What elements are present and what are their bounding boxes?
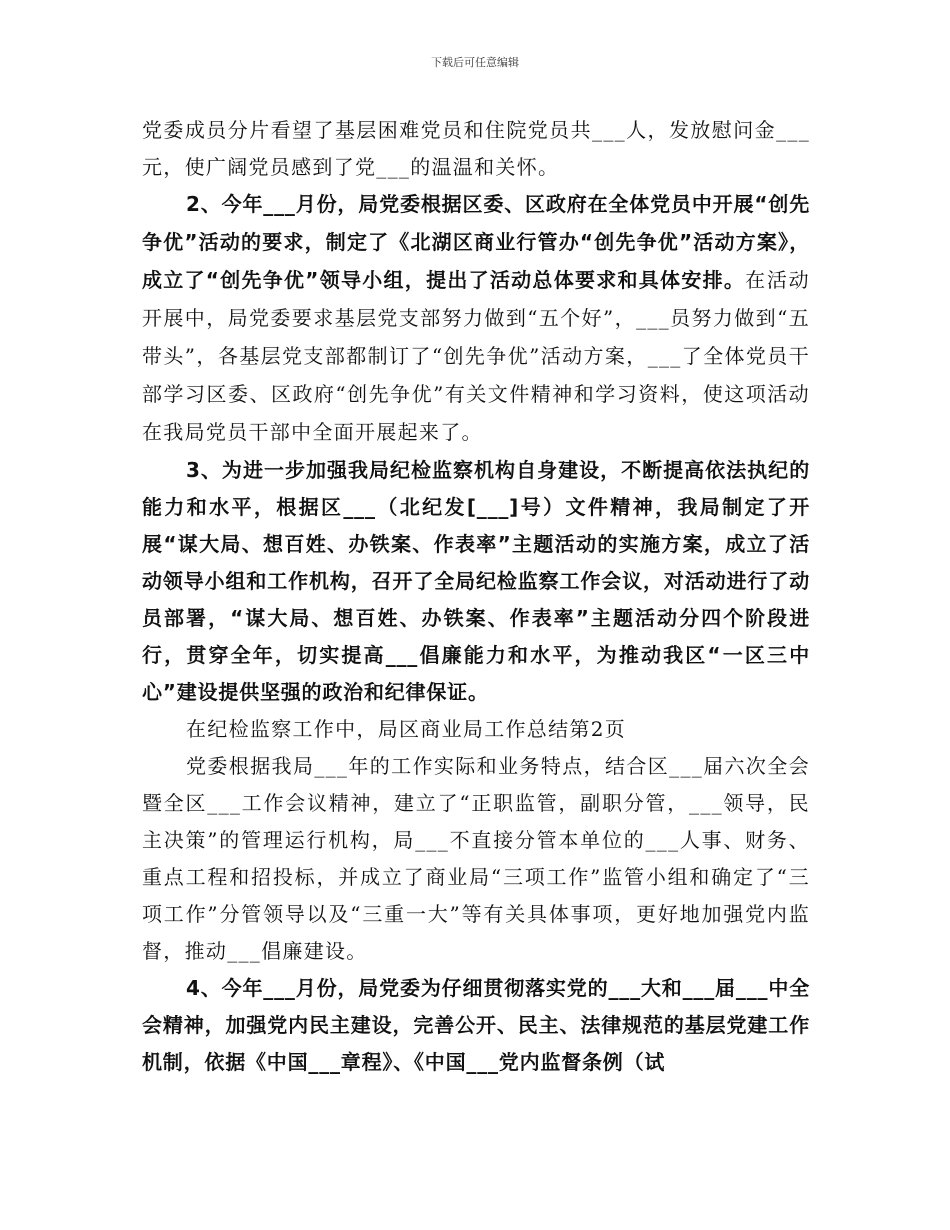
paragraph-text: 3、为进一步加强我局纪检监察机构自身建设，不断提高依法执纪的能力和水平，根据区___（北纪发[___]号）文件精神，我局制定了开展“谋大局、想百姓、办铁案、作表率”主题活动的实施方案，成立了活动领导小组和工作机构，召开了全局纪检监察工作会议，对活动进行了动员部署，“谋大局、想百姓、办铁案、作表率”主题活动分四个阶段进行，贯穿全年，切实提高___倡廉能力和水平，为推动我区“一区三中心”建设提供坚强的政治和纪律保证。 bbox=[142, 458, 810, 704]
paragraph-text: 在纪检监察工作中，局区商业局工作总结第2页 bbox=[186, 717, 627, 741]
paragraph-text: 党委成员分片看望了基层困难党员和住院党员共___人，发放慰问金___元，使广阔党员感到了党___的温温和关怀。 bbox=[142, 118, 810, 179]
paragraph-lead-bold: 2、今年___月份，局党委根据区委、区政府在全体党员中开展“创先争优”活动的要求，制定了《北湖区商业行管办“创先争优”活动方案》，成立了“创先争优”领导小组，提出了活动总体要求和具体安排。 bbox=[142, 192, 810, 292]
paragraph-6 bbox=[142, 970, 810, 1081]
paragraph-text: 4、今年___月份，局党委为仔细贯彻落实党的___大和___届___中全会精神，加强党内民主建设，完善公开、民主、法律规范的基层党建工作机制，依据《中国___章程》、《中国___党内监督条例（试 bbox=[142, 976, 810, 1074]
paragraph-1 bbox=[142, 112, 810, 186]
paragraph-text: 在活动开展中，局党委要求基层党支部努力做到“五个好”，___员努力做到“五带头”，各基层党支部都制订了“创先争优”活动方案，___了全体党员干部学习区委、区政府“创先争优”有关文件精神和学习资料，使这项活动在我局党员干部中全面开展起来了。 bbox=[142, 268, 810, 444]
paragraph-text: 党委根据我局___年的工作实际和业务特点，结合区___届六次全会暨全区___工作会议精神，建立了“正职监管，副职分管，___领导，民主决策”的管理运行机构，局___不直接分管本单位的___人事、财务、重点工程和招投标，并成立了商业局“三项工作”监管小组和确定了“三项工作”分管领导以及“三重一大”等有关具体事项，更好地加强党内监督，推动___倡廉建设。 bbox=[142, 754, 810, 963]
paragraph-2 bbox=[142, 186, 810, 452]
paragraph-3 bbox=[142, 452, 810, 711]
page-header: 下载后可任意编辑 bbox=[431, 56, 519, 69]
paragraph-5 bbox=[142, 748, 810, 970]
document-body bbox=[142, 112, 810, 1081]
paragraph-4 bbox=[142, 711, 810, 748]
